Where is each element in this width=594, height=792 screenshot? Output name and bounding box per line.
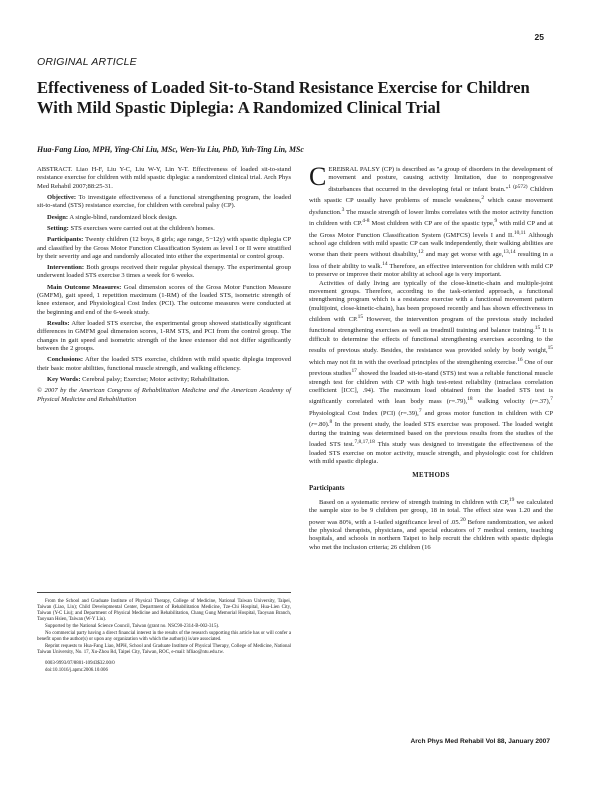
stat-symbol: r (532, 398, 535, 406)
intro-text: which cause movement dysfunction. (309, 197, 553, 216)
footnote-issn: 0003-9993/07/8801-10943$32.00/0 (45, 661, 115, 667)
author-list: Hua-Fang Liao, MPH, Ying-Chi Liu, MSc, Wen-Yu Liu, PhD, Yuh-Ting Lin, MSc (37, 145, 304, 154)
design-label: Design: (47, 213, 69, 221)
citation-sup: 16 (517, 356, 523, 363)
citation-sup: 20 (460, 516, 466, 523)
intro-text: (CP) is described as "a group of disorders in the development of movement and posture, causing activity limitation, due to nonprogressive disturbances that occurred in the developing fetal or infant brain." (328, 166, 553, 193)
setting-text: STS exercises were carried out at the children's homes. (68, 224, 215, 232)
conclusions-label: Conclusions: (47, 356, 84, 364)
outcome-label: Main Outcome Measures: (47, 283, 122, 291)
methods-paragraph (309, 496, 553, 552)
intro-text: Children with spastic CP usually have problems of muscle weakness, (309, 185, 553, 205)
intro-text: In the present study, the loaded STS exercise was proposed. The loaded weight during the training was determined based on the previous results from the studies of the loaded STS test. (309, 421, 553, 449)
abstract-column (37, 166, 291, 404)
drop-cap: C (309, 162, 327, 191)
footnotes (37, 592, 291, 676)
keywords-label: Key Words: (47, 375, 81, 383)
citation-sup: 8 (329, 419, 333, 426)
citation-sup: 19 (508, 496, 515, 503)
intro-text: Although school age children with mild spastic CP can walk independently, their walking abilities are worse than their peers without disability, (309, 231, 553, 259)
citation-sup: 13,14 (503, 249, 516, 256)
intro-text: This study was designed to investigate the effectiveness of the loaded STS exercise on motor activity, muscle strength, and physiologic cost for children with mild spastic diplegia. (309, 441, 554, 465)
footnote-support: Supported by the National Science Council, Taiwan (grant no. NSC90-2314-B-002-315). (45, 624, 220, 630)
abstract-setting (37, 225, 291, 233)
article-title: Effectiveness of Loaded Sit-to-Stand Resistance Exercise for Children With Mild Spastic Diplegia: A Randomized Clinical Trial (37, 78, 530, 117)
intro-text: =.37), (534, 398, 551, 406)
section-label: ORIGINAL ARTICLE (37, 56, 137, 68)
intro-text: =.79), (451, 398, 468, 406)
copyright-notice: © 2007 by the American Congress of Rehabilitation Medicine and the American Academy of Physical Medicine and Rehabilitation (37, 387, 291, 403)
citation-sup: 10,11 (513, 229, 526, 236)
intro-text: Activities of daily living are typically of the close-kinetic-chain and multiple-joint movement groups. Therefore, according to the task-oriented approach, a functional strengthening program which is a resistance exercise with a functional movement pattern (multijoint, close-kinetic-chain), has been proposed recently and has shown effectiveness in children with CP. (309, 279, 553, 324)
citation-sup: 2 (481, 195, 485, 202)
intro-text: =.80). (313, 421, 330, 429)
footnote-affiliation: From the School and Graduate Institute of Physical Therapy, College of Medicine, National Taiwan University, Taipei, Taiwan (Liao, Lin); Child Developmental Center, Department of Rehabilitation Medicine, Tze-Chi Hospital, Hua-Lien City, Taiwan (Y-C Liu); and Department of Physical Medicine and Rehabilitation, Chang Gung Memorial Hospital, Taoyuan Branch, Taoyuan Hsien, Taiwan (W-Y Liu). (37, 599, 291, 623)
intro-paragraph-1 (309, 162, 553, 280)
results-text: After loaded STS exercise, the experimental group showed statistically significant differences in GMFM goal dimension scores, 1-RM STS, and PCI from the control group. The changes in gait speed and isometric strength of the knee extensor did not differ significantly between the 2 groups. (37, 320, 291, 352)
citation-sup: 12 (418, 249, 424, 256)
methods-text: we calculated the sample size to be 9 children per group, 18 in total. The effect size was 1.20 and the power was 80%, with a 1-tailed significance level of .05. (309, 498, 553, 526)
abstract-outcome (37, 284, 291, 317)
intro-text: One of our previous studies (309, 358, 554, 378)
body-column (309, 162, 554, 552)
citation-sup: 4-8 (362, 218, 370, 225)
participants-subheading: Participants (309, 485, 345, 493)
results-label: Results: (47, 320, 70, 327)
abstract-citation: ABSTRACT. Liao H-F, Liu Y-C, Liu W-Y, Lin Y-T. Effectiveness of loaded sit-to-stand resistance exercise for children with mild spastic diplegia: a randomized clinical trial. Arch Phys Med Rehabil 2007;88:25-31. (37, 166, 291, 190)
footnote-doi: doi:10.1016/j.apmr.2006.10.006 (45, 668, 108, 674)
abstract-conclusions (37, 356, 291, 373)
keywords-text: Cerebral palsy; Exercise; Motor activity; Rehabilitation. (80, 375, 230, 383)
citation-sup: 3 (341, 206, 345, 213)
citation-sup: 14 (382, 260, 388, 267)
intro-text: Therefore, an effective intervention for children with mild CP to preserve or improve their motor ability at school age is very important. (309, 263, 553, 279)
intro-text: Most children with CP are of the spastic type, (369, 220, 495, 228)
footnote-rule (37, 592, 291, 593)
stat-symbol: r (448, 398, 452, 406)
intro-text: =.39), (403, 409, 419, 417)
intro-text: showed the loaded sit-to-stand (STS) test was a reliable functional muscle strength test for children with CP with high test-retest reliability (intraclass correlation coefficient [ICC], .94). The maximum load obtained from the loaded STS test is significantly correlated with lean body mass ( (309, 370, 553, 406)
citation-sup: 15 (357, 313, 364, 320)
citation-sup: 17 (351, 368, 357, 375)
abstract-participants (37, 236, 291, 261)
citation-sup: 9 (494, 218, 498, 225)
intro-text: and gross motor function in children with CP ( (309, 409, 553, 429)
citation-sup: 7 (550, 396, 553, 403)
footnote-conflict: No commercial party having a direct financial interest in the results of the research supporting this article has or will confer a benefit upon the author(s) or upon any organization with which the author(s) is/are associated. (37, 631, 291, 643)
page-number: 25 (534, 32, 544, 42)
intro-text: walking velocity ( (472, 398, 532, 406)
journal-footer: Arch Phys Med Rehabil Vol 88, January 2007 (410, 738, 550, 745)
intervention-text: Both groups received their regular physical therapy. The experimental group underwent loaded STS exercise 3 times a week for 6 weeks. (37, 264, 291, 280)
citation-sup: 7 (418, 407, 422, 414)
intro-text: which may not fit in with the overload principles of the strengthening exercise. (309, 358, 518, 366)
intro-text: It is difficult to determine the effects of functional strengthening exercises according to the results of previous study. Besides, the resistance was provided solely by body weight, (309, 327, 554, 355)
abstract-objective (37, 194, 291, 211)
citation-sup: 7,8,17,18 (354, 439, 375, 446)
methods-heading: METHODS (412, 472, 450, 480)
abstract-design (37, 214, 291, 222)
citation-sup: 1 (p572) (508, 183, 528, 190)
intro-text: with mild CP and at the Gross Motor Function Classification System (GMFCS) levels I and II. (309, 220, 553, 239)
abstract-results (37, 320, 291, 353)
footnote-reprints: Reprint requests to Hua-Fang Liao, MPH, School and Graduate Institute of Physical Therapy, College of Medicine, National Taiwan University, No. 17, Xu-Zhou Rd, Taipei City, Taiwan, ROC, e-mail: hfliao@ntu.edu.tw. (37, 644, 291, 656)
participants-label: Participants: (47, 236, 84, 244)
citation-sup: 15 (547, 345, 553, 352)
intro-smallcaps: EREBRAL PALSY (328, 166, 380, 173)
intro-text: and may get worse with age, (423, 251, 504, 259)
intro-paragraph-2 (309, 280, 553, 466)
objective-label: Objective: (47, 193, 77, 201)
citation-sup: 18 (467, 396, 473, 403)
stat-symbol: r (400, 409, 404, 417)
design-text: A single-blind, randomized block design. (68, 213, 178, 221)
intro-text: resulting in a loss of their ability to walk. (309, 251, 553, 271)
participants-text: Twenty children (12 boys, 8 girls; age range, 5−12y) with spastic diplegia CP and classified by the Gross Motor Function Classification System as level I or II were stratified by their severity and age and randomly allocated into either the experimental or control group. (37, 236, 291, 260)
intro-text: Physiological Cost Index (PCI) ( (309, 409, 401, 417)
conclusions-text: After the loaded STS exercise, children with mild spastic diplegia improved their basic motor abilities, functional muscle strength, and walking efficiency. (37, 356, 291, 372)
abstract-intervention (37, 264, 291, 281)
abstract-keywords (37, 376, 291, 384)
methods-text: Before randomization, we asked the physical therapists, physicians, and special educators of 7 medical centers, teaching hospitals, and schools in northern Taipei to help recruit the children with spastic diplegia who met the inclusion criteria; 26 children (16 (309, 518, 553, 551)
setting-label: Setting: (47, 224, 69, 232)
intervention-label: Intervention: (47, 264, 85, 272)
intro-text: The muscle strength of lower limbs correlates with the motor activity function in children with CP. (309, 208, 553, 228)
objective-text: To investigate effectiveness of a functional strengthening program, the loaded sit-to-stand (STS) resistance exercise, for children with cerebral palsy (CP). (37, 193, 291, 210)
outcome-text: Goal dimension scores of the Gross Motor Function Measure (GMFM), gait speed, 1 repetition maximum (1-RM) of the loaded STS, isometric strength of knee extensor, and Physiological Cost Index (PCI). The outcome measures were conducted at the beginning and end of the 6-week study. (37, 283, 291, 316)
methods-text: Based on a systematic review of strength training in children with CP, (319, 498, 509, 506)
citation-sup: 15 (534, 325, 541, 332)
intro-text: However, the intervention program of the previous study included functional strengthening exercises as well as treadmill training and balance training. (309, 316, 554, 335)
stat-symbol: r (311, 421, 314, 429)
